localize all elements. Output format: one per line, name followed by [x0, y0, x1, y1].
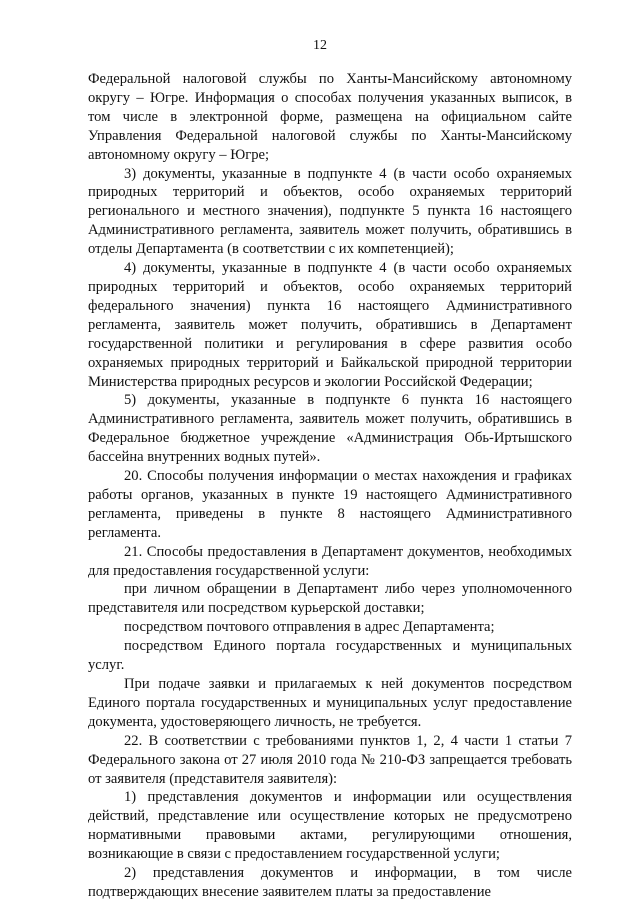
paragraph-continuation: Федеральной налоговой службы по Ханты-Мансийскому автономному округу – Югре. Информация о способах получения указанных выписок, в том числе в электронной форме, размещена на официальном сайте Управления Федеральной налоговой службы по Ханты-Мансийскому автономному округу – Югре; [88, 71, 572, 163]
paragraph-prohibition-2: 2) представления документов и информации, в том числе подтверждающих внесение заявителем платы за предоставление [88, 865, 572, 900]
paragraph-item-3: 3) документы, указанные в подпункте 4 (в части особо охраняемых природных территорий и объектов, особо охраняемых территорий регионального и местного значения), подпункте 5 пункта 16 настоящего Административного регламента, заявитель может получить, обратившись в отделы Департамента (в соответствии с их компетенцией); [88, 165, 572, 258]
paragraph-item-5: 5) документы, указанные в подпункте 6 пункта 16 настоящего Административного регламента, заявитель может получить, обратившись в Федеральное бюджетное учреждение «Администрация Обь-Иртышского бассейна внутренних водных путей». [88, 392, 572, 466]
paragraph-clause-21: 21. Способы предоставления в Департамент документов, необходимых для предоставления государственной услуги: [88, 543, 572, 579]
page-number: 12 [313, 38, 327, 53]
paragraph-portal-note: При подаче заявки и прилагаемых к ней документов посредством Единого портала государственных и муниципальных услуг предоставление документа, удостоверяющего личность, не требуется. [88, 676, 572, 730]
paragraph-method-in-person: при личном обращении в Департамент либо через уполномоченного представителя или посредством курьерской доставки; [88, 581, 572, 617]
paragraph-method-mail: посредством почтового отправления в адрес Департамента; [124, 619, 495, 636]
paragraph-clause-20: 20. Способы получения информации о местах нахождения и графиках работы органов, указанных в пункте 19 настоящего Административного регламента, приведены в пункте 8 настоящего Административного регламента. [88, 468, 572, 541]
paragraph-item-4: 4) документы, указанные в подпункте 4 (в части особо охраняемых природных территорий и объектов, особо охраняемых территорий федерального значения) пункта 16 настоящего Административного регламента, заявитель может получить, обратившись в Департамент государственной политики и регулирования в сфере развития особо охраняемых природных территорий и Байкальской природной территории Министерства природных ресурсов и экологии Российской Федерации; [88, 260, 572, 390]
document-body [88, 70, 572, 902]
paragraph-prohibition-1: 1) представления документов и информации или осуществления действий, представление или осуществление которых не предусмотрено нормативными правовыми актами, регулирующими отношения, возникающие в связи с предоставлением государственной услуги; [88, 789, 572, 863]
paragraph-clause-22: 22. В соответствии с требованиями пунктов 1, 2, 4 части 1 статьи 7 Федерального закона от 27 июля 2010 года № 210-ФЗ запрещается требовать от заявителя (представителя заявителя): [88, 732, 572, 787]
paragraph-method-portal: посредством Единого портала государственных и муниципальных услуг. [88, 638, 572, 674]
